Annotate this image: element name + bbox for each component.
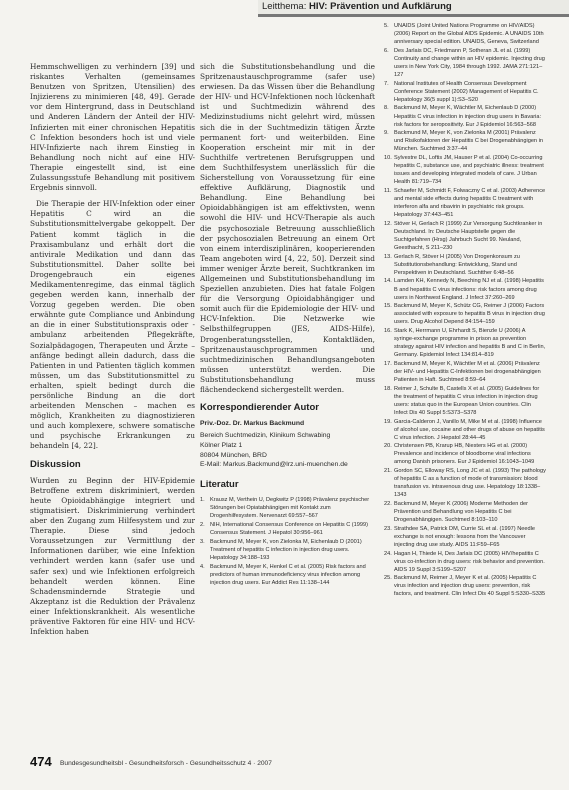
reference-item [384,550,546,574]
section-label: Leitthema: [262,1,309,12]
reference-text: Garcia-Calderon J, Vanillo M, Mike M et al. (1998) Influence of alcohol use, cocaine and other drugs of abuse on hepatitis C virus infection. J Hepatol 28:44–45 [394,418,545,441]
reference-text: UNAIDS (Joint United Nations Programme on HIV/AIDS) (2006) Report on the Global AIDS Epidemic. A UNAIDS 10th anniversary special edition. UNAIDS, Geneva, Switzerland [394,23,544,46]
reference-item [200,521,375,537]
author-block [200,419,375,470]
author-line: Bereich Suchtmedizin, Klinikum Schwabing [200,431,331,439]
reference-item [200,496,375,520]
reference-text: Backmund M, Meyer K, von Zielonka M (2001) Prävalenz und Risikofaktoren der Hepatitis C bei Drogenabhängigen in München. Suchtmed 3:37–44 [394,130,543,153]
reference-number: 1. [200,497,205,504]
reference-number: 5. [384,23,389,29]
page-footer [30,756,550,772]
reference-text: Des Jarlais DC, Friedmann P, Sotheran JL et al. (1999) Continuity and change within an HIV epidemic. Injecting drug users in New York City, 1984 through 1992. JAMA 271:121–127 [394,47,545,79]
reference-number: 8. [384,105,389,112]
column-1 [30,62,195,643]
reference-number: 2. [200,522,205,529]
reference-item [384,22,546,46]
reference-text: Stark K, Herrmann U, Ehrhardt S, Bienzle U (2006) A syringe-exchange programme in prison as prevention strategy against HIV infection and hepatitis B and C in Berlin, Germany. Epidemiol Infect 134:814–819 [394,327,546,359]
reference-number: 7. [384,80,389,87]
reference-item [384,220,546,252]
author-name: Priv.-Doz. Dr. Markus Backmund [200,420,305,428]
reference-item [384,47,546,79]
reference-text: Backmund M, Meyer K, Henkel C et al. (2005) Risk factors and predictors of human immunodeficiency virus infection among injection drug users. Eur Addict Res 11:138–144 [210,563,366,586]
reference-number: 24. [384,550,392,557]
reference-number: 22. [384,500,392,507]
reference-text: Christensen PB, Krarup HB, Niesters HG et al. (2000) Prevalence and incidence of bloodborne viral infections among Danish prisoners. Eur J Epidemiol 16:1043–1049 [394,443,535,466]
reference-item [200,563,375,587]
reference-item [384,327,546,359]
reference-item [384,187,546,219]
reference-text: Stöver H, Gerlach R (1999) Zur Versorgung Suchtkranker in Deutschland. In: Deutsche Hauptstelle gegen die Suchtgefahren (Hrsg) Jahrbuch Sucht 99. Neuland, Geesthacht, S 211–230 [394,220,543,252]
author-line: Kölner Platz 1 [200,441,243,449]
paragraph: sich die Substitutionsbehandlung und die Spritzenaustauschprogramme (safer use) erwiesen. Da das Wissen über die Behandlung der HIV- und HCV-Infektionen noch lückenhaft ist und Suchtmedizin während des Medizinstudiums nicht gelehrt wird, müssen sich die in der Suchtmedizin tätigen Ärzte permanent fort- und weiterbilden. Eine Kooperation erscheint mir mit in der Suchthilfe vertretenen Berufsgruppen und dem Suchthilfesystem unerlässlich für die Sicherstellung von Voraussetzung für eine effektive Aufklärung, Diagnostik und Behandlung. Eine Behandlung bei Opioidabhängigen ist am effektivsten, wenn sowohl die HIV- und HCV-Therapie als auch die psychosoziale Betreuung ausschließlich der psychosozialen Betreuung an einem Ort von einem interdisziplinären, kooperierenden Team angeboten wird [4, 22, 50]. Derzeit sind immer weniger Ärzte bereit, Suchtkranken im Allgemeinen und Substitutionsbehandlung im Speziellen anzubieten. Dies hat fatale Folgen für die Versorgung Opioidabhängiger und somit auch für die Epidemiologie der HIV- und HCV-Infektion. Die Netzwerke wie Selbsthilfegruppen (JES, AIDS-Hilfe), Drogenberatungsstellen, Kontaktläden, Spritzenaustauschprogrammen und suchtmedizinischen Behandlungsangeboten müssen unterstützt werden. Die Substitutionsbehandlung muss flächendeckend sichergestellt werden. [200,62,375,394]
reference-text: Backmund M, Meyer K (2006) Moderne Methoden der Prävention und Behandlung von Hepatitis C bei Drogenabhängigen. Suchtmed 8:103–110 [394,500,529,524]
reference-item [384,80,546,104]
column-3 [384,22,546,599]
reference-item [384,574,546,598]
reference-text: Lamden KH, Kennedy N, Beeching NJ et al. (1998) Hepatitis B and hepatitis C virus infections: risk factors among drug users in Northwest England. J Infect 37:260–269 [394,278,544,301]
reference-number: 15. [384,303,392,310]
reference-list [200,496,375,587]
reference-number: 20. [384,443,392,450]
reference-item [384,129,546,153]
reference-text: National Institutes of Health Consensus Development Conference Statement (2002) Management of Hepatitis C. Hepatology 36(5 suppl 1):S3–S20 [394,80,539,103]
reference-text: Schaefer M, Schmidt F, Folwaczny C et al. (2003) Adherence and mental side effects during hepatitis C treatment with interferon alfa and ribavirin in psychiatric risk groups. Hepatology 37:443–451 [394,187,546,219]
reference-text: Hagan H, Thiede H, Des Jarlais DC (2005) HIV/hepatitis C virus co-infection in drug users: risk behavior and prevention. AIDS 19 Suppl 3:S199–S207 [394,550,545,573]
paragraph: Die Therapie der HIV-Infektion oder einer Hepatitis C wird an die Substitutionsmittelvergabe gekoppelt. Der Patient kommt täglich in die Praxisambulanz und erhält dort die antivirale Medikation und dann das Substitutionsmittel. Daher sollte bei Drogengebrauch ein eigenes Medikamentenregime, das einmal täglich gegeben werden kann, innerhalb der Vorzug gegeben werden. Die oben erwähnte gute Compliance und Anbindung an die in einer Substitutionspraxis oder -ambulanz arbeitenden Pflegekräfte, Sozialpädagogen, Therapeuten und Ärzte – anfänge bedingt allein dadurch, dass die Patienten in und Patienten täglich kommen müssen, um das Substitutionsmittel zu erhalten, spielt bedingt durch die persönliche Bindung an die dort arbeitenden Menschen – machen es möglich, Krankheiten zu diagnostizieren und auch komplexere, schwere somatische und psychische Erkrankungen zu behandeln [4, 22]. [30,199,195,451]
reference-item [384,418,546,442]
paragraph: Hemmschwelligen zu verhindern [39] und riskantes Verhalten (gemeinsames Benutzen von Spritzen, Utensilien) des Injizierens zu minimieren [48, 49]. Gerade vor dem Hintergrund, dass in Deutschland und Anderen Ländern der Anteil der HIV-Infizierten mit einer chronischen Hepatitis C Infektion besonders hoch ist und viele HIV-Infizierte nach ihrem Einstieg in Behandlung noch nicht auf eine HIV-Therapie eingestellt sind, ist eine Zulassungsstufe Behandlung mit positivem Ergebnis sinnvoll. [30,62,195,193]
reference-item [384,500,546,524]
reference-item [384,154,546,186]
reference-number: 6. [384,47,389,54]
reference-item [384,442,546,466]
heading-literatur: Literatur [200,479,239,491]
reference-number: 14. [384,278,392,285]
reference-text: NIH, International Consensus Conference on Hepatitis C (1999) Consensus Statement. J Hepatol 30:956–961 [210,522,368,537]
reference-number: 13. [384,253,392,260]
reference-text: Krausz M, Verthein U, Degkwitz P (1998) Prävalenz psychischer Störungen bei Opiatabhängigen mit Kontakt zum Drogenhilfesystem. Nervenarzt 69:557–567 [210,497,370,520]
reference-item [384,525,546,549]
reference-text: Strathdee SA, Patrick DM, Currie SL et al. (1997) Needle exchange is not enough: lessons from the Vancouver injecting drug use study. AIDS 11:F59–F65 [394,525,535,548]
column-2 [200,62,375,587]
reference-number: 9. [384,130,389,137]
reference-number: 10. [384,155,392,161]
heading-author: Korrespondierender Autor [200,402,319,414]
paragraph: Wurden zu Beginn der HIV-Epidemie Betroffene extrem diskriminiert, werden heute Opioidabhängige integriert und stigmatisiert. Diskriminierung verhindert aber den Zugang zum Hilfesystem und zur Therapie. Diese sind jedoch Voraussetzungen zur Vermittlung der Informationen darüber, wie eine Infektion verhindert werden kann (safer use und safer sex) und wie Infektionen erfolgreich behandelt werden können. Eine Schadensmindernde Strategie und Akzeptanz ist die Reduktion der Prävalenz einer Infektionskrankheit. Als wesentliche präventive Faktoren für eine HIV- und HCV-Infektion haben [30,475,195,637]
reference-text: Backmund M, Meyer K, Wächtler M, Eichenlaub D (2000) Hepatitis C virus infection in injection drug users in Bavaria: risk factors for seropositivity. Eur J Epidemiol 16:563–568 [394,105,542,128]
journal-citation: Bundesgesundheitsbl - Gesundheitsforsch - Gesundheitsschutz 4 · 2007 [60,760,272,767]
reference-number: 12. [384,220,392,227]
reference-text: Sylvestre DL, Loftis JM, Hauser P et al. (2004) Co-occurring hepatitis C, substance use, and psychiatric illness: treatment issues and developing integrated models of care. J Urban Health 81:719–734 [394,155,544,186]
section-topic: HIV: Prävention und Aufklärung [309,1,452,12]
reference-list [384,22,546,599]
author-email[interactable]: E-Mail: Markus.Backmund@lrz.uni-muenchen.de [200,461,348,469]
reference-text: Backmund M, Meyer K, Wächtler M et al. (2006) Prävalenz der HIV- und Hepatitis C-Infektionen bei drogenabhängigen Patienten in Haft. Suchtmed 8:59–64 [394,360,541,384]
reference-item [200,538,375,562]
heading-diskussion: Diskussion [30,458,81,470]
reference-item [384,104,546,128]
reference-number: 19. [384,418,392,425]
reference-item [384,385,546,417]
reference-number: 11. [384,187,392,194]
reference-number: 3. [200,538,205,545]
reference-text: Backmund M, Reimer J, Meyer K et al. (2005) Hepatitis C virus infection and injection drug users: prevention, risk factors, and treatment. Clin Infect Dis 40 Suppl 5:S330–S335 [394,575,546,598]
reference-number: 21. [384,468,392,475]
reference-text: Reimer J, Schulte B, Castells X et al. (2005) Guidelines for the treatment of hepatitis C virus infection in injection drug users: status quo in the European Union countries. Clin Infect Dis 40 Suppl 5:S373–S378 [394,385,540,416]
section-title [262,1,562,12]
reference-number: 4. [200,563,205,570]
reference-item [384,467,546,499]
reference-text: Gerlach R, Stöver H (2005) Von Drogenkonsum zu Substitutionsbehandlung: Entwicklung, Stand und Perspektiven in Deutschland. Suchtther 6:48–56 [394,253,520,276]
reference-text: Backmund M, Meyer K, von Zielonka M, Eichenlaub D (2001) Treatment of hepatitis C infection in injection drug users. Hepatology 34:188–193 [210,538,362,561]
author-line: 80804 München, BRD [200,451,267,459]
reference-item [384,360,546,384]
reference-number: 23. [384,525,392,532]
reference-item [384,302,546,326]
reference-number: 25. [384,575,392,582]
page-number: 474 [30,754,52,769]
reference-number: 16. [384,327,392,334]
reference-number: 17. [384,360,392,367]
reference-number: 18. [384,385,392,392]
reference-text: Backmund M, Meyer K, Schütz CG, Reimer J (2006) Factors associated with exposure to hepatitis B virus in injection drug users. Drug Alcohol Depend 84:154–159 [394,303,545,326]
reference-item [384,253,546,277]
reference-text: Gordon SC, Elloway RS, Long JC et al. (1993) The pathology of hepatitis C as a function of mode of transmission: blood transfusion vs. intravenous drug use. Hepatology 18:1338–1343 [394,468,546,499]
reference-item [384,277,546,301]
